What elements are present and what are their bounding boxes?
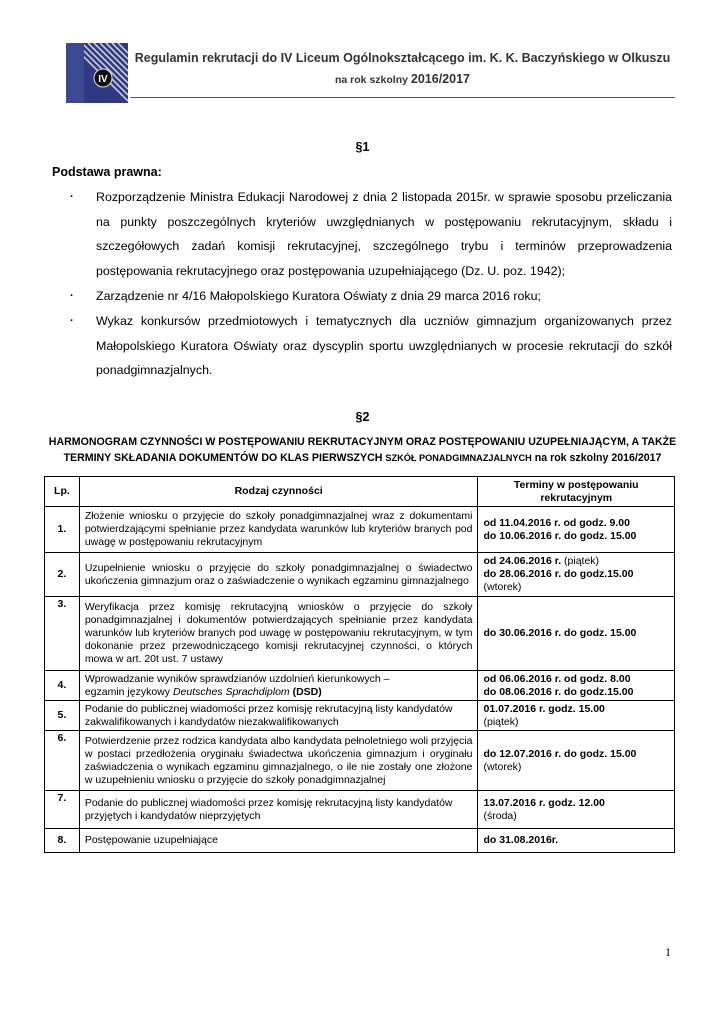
schedule-title-part-b: SZKÓŁ PONADGIMNAZJALNYCH	[385, 453, 532, 463]
row-number: 6.	[45, 731, 80, 791]
table-header-row	[45, 477, 675, 507]
table-row	[45, 507, 675, 553]
bullet-icon: ·	[70, 191, 74, 203]
row-number: 8.	[45, 829, 80, 853]
weekday: (środa)	[483, 809, 517, 822]
date-to: do 12.07.2016 r. do godz. 15.00	[483, 747, 637, 760]
row-activity: Potwierdzenie przez rodzica kandydata albo kandydata pełnoletniego woli przyjęcia w postaci przedłożenia oryginału świadectwa ukończenia gimnazjum i oryginału zaświadczenia o wynikach egzaminu gimnazjalnego, o ile nie zostały one złożone w uzupełnieniu wniosku o przyjęcie do szkoły ponadgimnazjalnej	[79, 731, 478, 791]
row-activity: Złożenie wniosku o przyjęcie do szkoły ponadgimnazjalnej wraz z dokumentami potwierdzającymi spełnianie przez kandydata warunków lub kryteriów branych pod uwagę w postępowaniu rekrutacyjnym	[79, 507, 478, 553]
row-number: 2.	[45, 553, 80, 597]
date-from: od 11.04.2016 r. od godz. 9.00	[483, 516, 630, 529]
activity-exam-name: Deutsches Sprachdiplom	[172, 685, 290, 698]
row-activity: Podanie do publicznej wiadomości przez komisję rekrutacyjną listy kandydatów przyjętych i kandydatów nieprzyjętych	[79, 791, 478, 829]
header-title	[130, 51, 675, 65]
schedule-title	[40, 434, 685, 466]
row-dates	[478, 791, 675, 829]
table-row	[45, 791, 675, 829]
row-dates	[478, 671, 675, 701]
header-lp: Lp.	[45, 477, 80, 507]
section-1-heading: §1	[355, 140, 370, 154]
header-subtitle	[130, 72, 675, 86]
activity-exam-abbr: (DSD)	[292, 685, 322, 698]
table-row	[45, 701, 675, 731]
table-row	[45, 671, 675, 701]
date-from: 13.07.2016 r. godz. 12.00	[483, 796, 605, 809]
schedule-title-line1: HARMONOGRAM CZYNNOŚCI W POSTĘPOWANIU REKRUTACYJNYM ORAZ POSTĘPOWANIU UZUPEŁNIAJĄCYM, A TAKŻE	[48, 436, 677, 448]
row-dates: do 31.08.2016r.	[478, 829, 675, 853]
page-number: 1	[665, 945, 671, 959]
row-dates	[478, 701, 675, 731]
row-dates: do 30.06.2016 r. do godz. 15.00	[478, 597, 675, 671]
header-activity: Rodzaj czynności	[79, 477, 478, 507]
table-row	[45, 553, 675, 597]
date-to: do 28.06.2016 r. do godz.15.00	[483, 568, 634, 580]
legal-basis-item-2: Zarządzenie nr 4/16 Małopolskiego Kuratora Oświaty z dnia 29 marca 2016 roku;	[96, 289, 541, 303]
weekday: (wtorek)	[483, 760, 522, 773]
date-from: od 06.06.2016 r. od godz. 8.00	[483, 672, 631, 685]
logo-graphic	[66, 43, 128, 103]
bullet-icon: ·	[70, 290, 74, 302]
date-from: od 24.06.2016 r.	[483, 555, 562, 567]
row-dates	[478, 507, 675, 553]
bullet-icon: ·	[70, 315, 74, 327]
schedule-title-line2	[40, 450, 685, 466]
header-divider	[130, 97, 675, 98]
date-to: do 08.06.2016 r. do godz.15.00	[483, 685, 634, 698]
row-number: 7.	[45, 791, 80, 829]
row-number: 5.	[45, 701, 80, 731]
date-from: 01.07.2016 r. godz. 15.00	[483, 702, 605, 715]
weekday: (piątek)	[483, 715, 519, 728]
date-to: do 10.06.2016 r. do godz. 15.00	[483, 529, 637, 542]
weekday: (wtorek)	[483, 581, 522, 593]
table-row	[45, 829, 675, 853]
table-row	[45, 597, 675, 671]
activity-line: egzamin językowy	[84, 685, 171, 698]
row-activity: Podanie do publicznej wiadomości przez komisję rekrutacyjną listy kandydatów zakwalifikowanych i kandydatów niezakwalifikowanych	[79, 701, 478, 731]
row-activity: Uzupełnienie wniosku o przyjęcie do szkoły ponadgimnazjalnej o świadectwo ukończenia gimnazjum oraz o zaświadczenie o wynikach egzaminu gimnazjalnego	[79, 553, 478, 597]
header-year-prefix: na rok szkolny	[335, 74, 408, 86]
section-2-heading: §2	[355, 410, 370, 424]
header-dates: Terminy w postępowaniu rekrutacyjnym	[478, 477, 675, 507]
legal-basis-item-3: Wykaz konkursów przedmiotowych i tematycznych dla uczniów gimnazjum organizowanych przez Małopolskiego Kuratora Oświaty oraz dyscyplin sportu uwzględnianych w procesie rekrutacji do szkół ponadgimnazjalnych.	[96, 314, 672, 378]
schedule-title-part-a: TERMINY SKŁADANIA DOKUMENTÓW DO KLAS PIERWSZYCH	[63, 452, 383, 464]
row-activity: Weryfikacja przez komisję rekrutacyjną wniosków o przyjęcie do szkoły ponadgimnazjalnej i dokumentów potwierdzających spełnianie przez kandydata warunków lub kryteriów branych pod uwagę w postępowaniu rekrutacyjnym, w tym dokonanie przez przewodniczącego komisji rekrutacyjnej czynności, o których mowa w art. 20t ust. 7 ustawy	[79, 597, 478, 671]
activity-line: Wprowadzanie wyników sprawdzianów uzdolnień kierunkowych –	[84, 672, 390, 685]
header-year: 2016/2017	[410, 72, 470, 86]
schedule-title-part-c: na rok szkolny 2016/2017	[534, 452, 662, 464]
weekday: (piątek)	[564, 555, 600, 567]
row-activity	[79, 671, 478, 701]
row-number: 3.	[45, 597, 80, 671]
header-title-text: Regulamin rekrutacji do IV Liceum Ogólnokształcącego im. K. K. Baczyńskiego w Olkuszu	[134, 51, 671, 65]
logo-text: IV	[98, 74, 108, 85]
row-dates	[478, 731, 675, 791]
row-activity: Postępowanie uzupełniające	[79, 829, 478, 853]
schedule-table	[44, 476, 675, 853]
row-dates	[478, 553, 675, 597]
school-logo	[66, 43, 128, 103]
row-number: 4.	[45, 671, 80, 701]
table-row	[45, 731, 675, 791]
legal-basis-item-1: Rozporządzenie Ministra Edukacji Narodowej z dnia 2 listopada 2015r. w sprawie sposobu przeliczania na punkty poszczególnych kryteriów uwzględnianych w postępowaniu rekrutacyjnym, składu i szczegółowych zadań komisji rekrutacyjnej, szczególnego trybu i terminów przeprowadzenia postępowania rekrutacyjnego oraz postępowania uzupełniającego (Dz. U. poz. 1942);	[96, 190, 672, 278]
row-number: 1.	[45, 507, 80, 553]
legal-basis-title: Podstawa prawna:	[52, 165, 162, 179]
